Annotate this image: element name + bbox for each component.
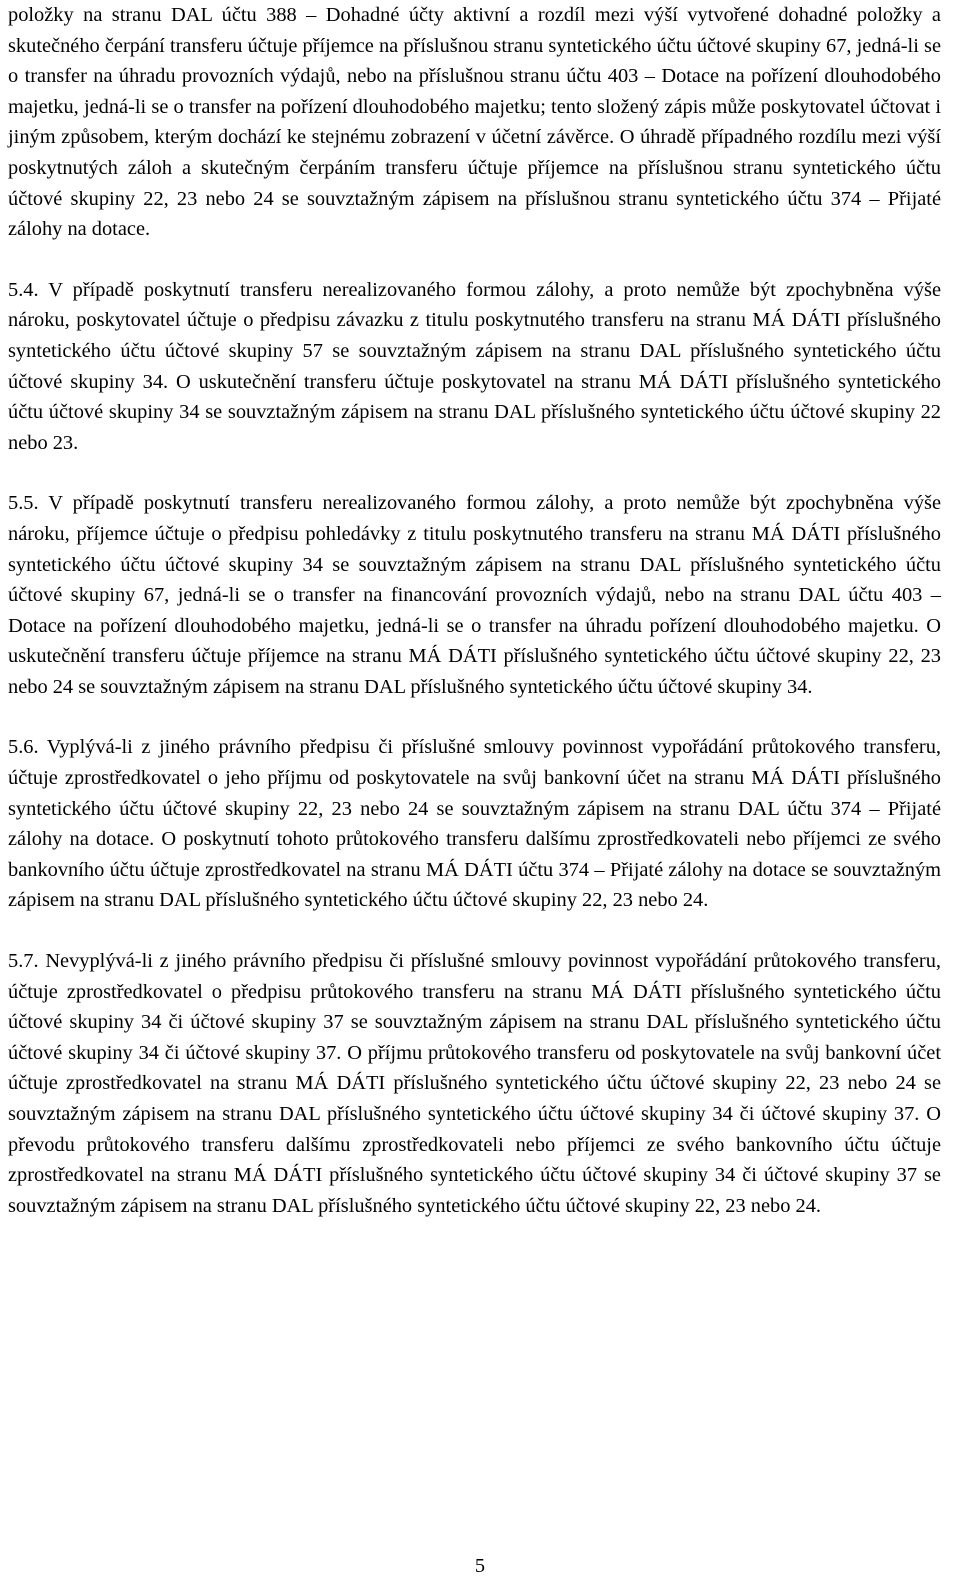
- paragraph-continuation: položky na stranu DAL účtu 388 – Dohadné účty aktivní a rozdíl mezi výší vytvořené dohadné položky a skutečného čerpání transferu účtuje příjemce na příslušnou stranu syntetického účtu účtové skupiny 67, jedná-li se o transfer na úhradu provozních výdajů, nebo na příslušnou stranu účtu 403 – Dotace na pořízení dlouhodobého majetku, jedná-li se o transfer na pořízení dlouhodobého majetku; tento složený zápis může poskytovatel účtovat i jiným způsobem, kterým dochází ke stejnému zobrazení v účetní závěrce. O úhradě případného rozdílu mezi výší poskytnutých záloh a skutečným čerpáním transferu účtuje příjemce na příslušnou stranu syntetického účtu účtové skupiny 22, 23 nebo 24 se souvztažným zápisem na příslušnou stranu syntetického účtu 374 – Přijaté zálohy na dotace.: [8, 4, 941, 241]
- paragraph-5-5: 5.5. V případě poskytnutí transferu nerealizovaného formou zálohy, a proto nemůže být zpochybněna výše nároku, příjemce účtuje o předpisu pohledávky z titulu poskytnutého transferu na stranu MÁ DÁTI příslušného syntetického účtu účtové skupiny 34 se souvztažným zápisem na stranu DAL příslušného syntetického účtu účtové skupiny 67, jedná-li se o transfer na financování provozních výdajů, nebo na stranu DAL účtu 403 – Dotace na pořízení dlouhodobého majetku, jedná-li se o transfer na úhradu pořízení dlouhodobého majetku. O uskutečnění transferu účtuje příjemce na stranu MÁ DÁTI příslušného syntetického účtu účtové skupiny 22, 23 nebo 24 se souvztažným zápisem na stranu DAL příslušného syntetického účtu účtové skupiny 34.: [8, 492, 941, 698]
- paragraph-5-4: 5.4. V případě poskytnutí transferu nerealizovaného formou zálohy, a proto nemůže být zpochybněna výše nároku, poskytovatel účtuje o předpisu závazku z titulu poskytnutého transferu na stranu MÁ DÁTI příslušného syntetického účtu účtové skupiny 57 se souvztažným zápisem na stranu DAL příslušného syntetického účtu účtové skupiny 34. O uskutečnění transferu účtuje poskytovatel na stranu MÁ DÁTI příslušného syntetického účtu účtové skupiny 34 se souvztažným zápisem na stranu DAL příslušného syntetického účtu účtové skupiny 22 nebo 23.: [8, 278, 941, 454]
- page-number: 5: [474, 1555, 486, 1577]
- paragraph-5-6: 5.6. Vyplývá-li z jiného právního předpisu či příslušné smlouvy povinnost vypořádání průtokového transferu, účtuje zprostředkovatel o jeho příjmu od poskytovatele na svůj bankovní účet na stranu MÁ DÁTI příslušného syntetického účtu účtové skupiny 22, 23 nebo 24 se souvztažným zápisem na stranu DAL účtu 374 – Přijaté zálohy na dotace. O poskytnutí tohoto průtokového transferu dalšímu zprostředkovateli nebo příjemci ze svého bankovního účtu účtuje zprostředkovatel na stranu MÁ DÁTI účtu 374 – Přijaté zálohy na dotace se souvztažným zápisem na stranu DAL příslušného syntetického účtu účtové skupiny 22, 23 nebo 24.: [8, 736, 941, 912]
- paragraph-5-7: 5.7. Nevyplývá-li z jiného právního předpisu či příslušné smlouvy povinnost vypořádání průtokového transferu, účtuje zprostředkovatel o předpisu průtokového transferu na stranu MÁ DÁTI příslušného syntetického účtu účtové skupiny 34 či účtové skupiny 37 se souvztažným zápisem na stranu DAL příslušného syntetického účtu účtové skupiny 34 či účtové skupiny 37. O příjmu průtokového transferu od poskytovatele na svůj bankovní účet účtuje zprostředkovatel na stranu MÁ DÁTI příslušného syntetického účtu účtové skupiny 22, 23 nebo 24 se souvztažným zápisem na stranu DAL příslušného syntetického účtu účtové skupiny 34 či účtové skupiny 37. O převodu průtokového transferu dalšímu zprostředkovateli nebo příjemci ze svého bankovního účtu účtuje zprostředkovatel na stranu MÁ DÁTI příslušného syntetického účtu účtové skupiny 34 či účtové skupiny 37 se souvztažným zápisem na stranu DAL příslušného syntetického účtu účtové skupiny 22, 23 nebo 24.: [8, 950, 941, 1217]
- document-page: [8, 0, 941, 1221]
